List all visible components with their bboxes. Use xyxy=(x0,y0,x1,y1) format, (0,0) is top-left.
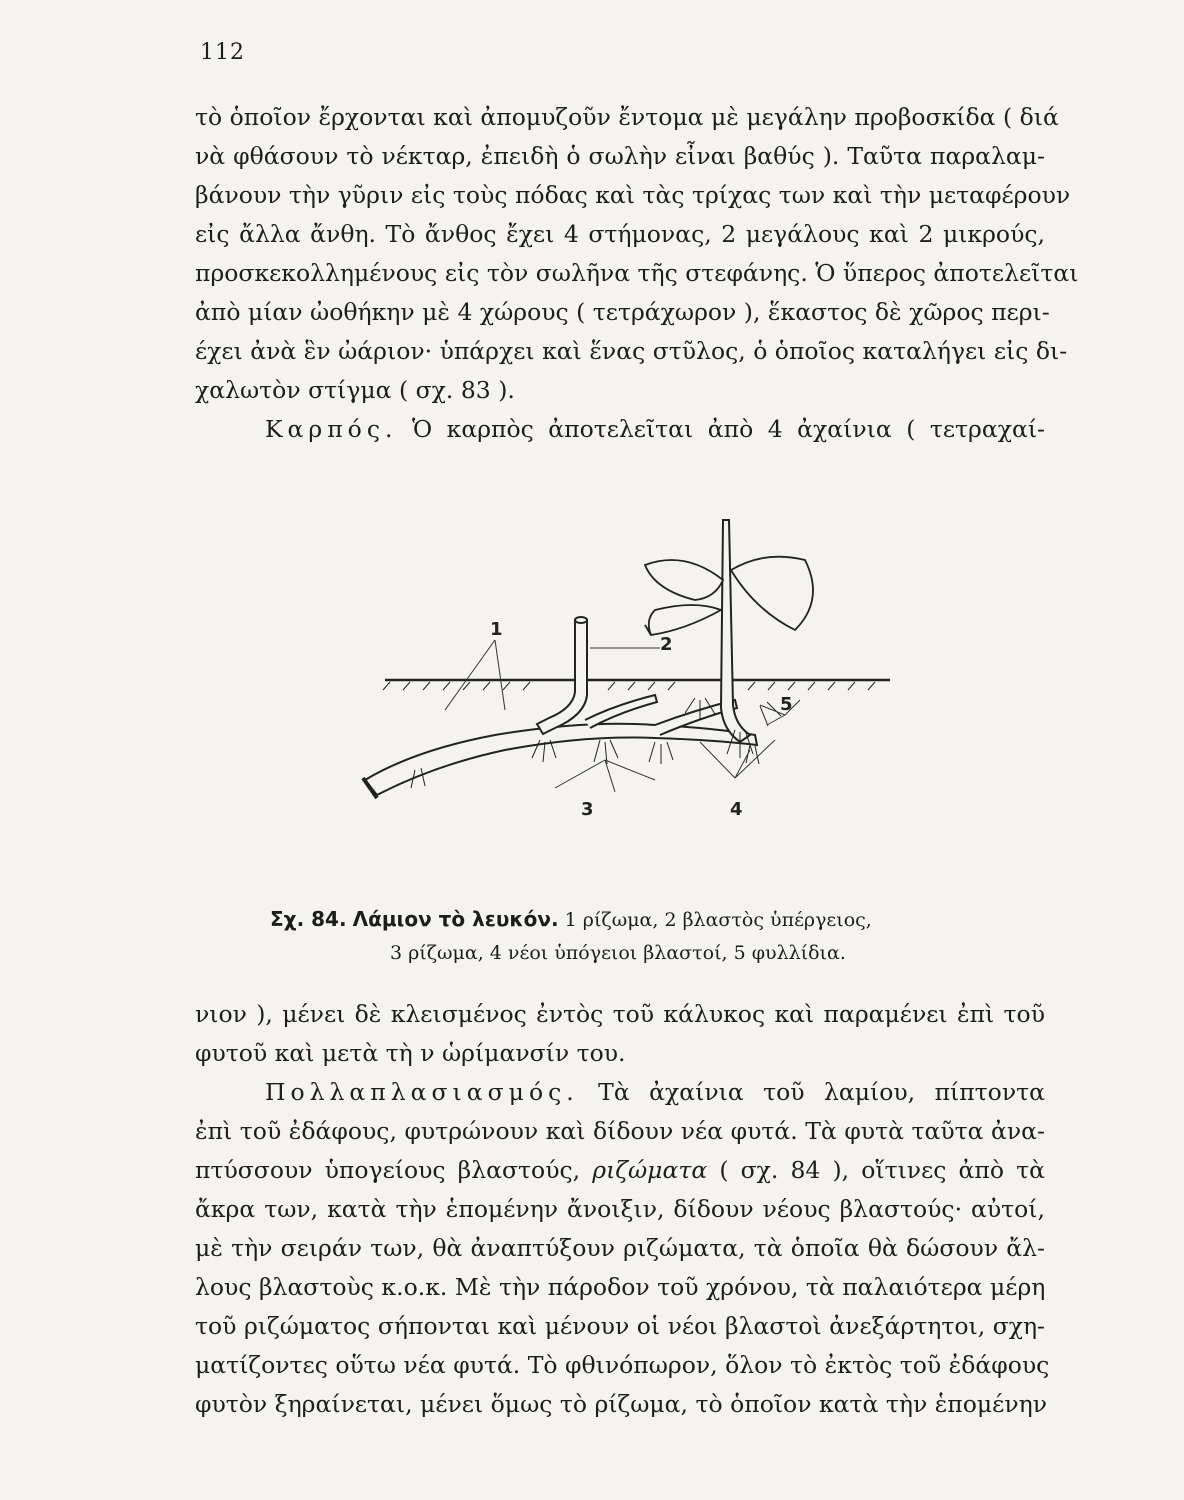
text-line: χαλωτὸν στίγμα ( σχ. 83 ). xyxy=(195,376,515,404)
soil-surface xyxy=(383,680,890,690)
karpos-text: Ὁ καρπὸς ἀποτελεῖται ἀπὸ 4 ἀχαίνια ( τετραχαί- xyxy=(397,415,1045,443)
text-line: τὸ ὁποῖον ἔρχονται καὶ ἀπομυζοῦν ἔντομα μὲ μεγάλην προβοσκίδα ( διά xyxy=(195,103,1059,131)
figure-label-2: 2 xyxy=(660,634,673,655)
karpos-heading: Καρπός. xyxy=(265,415,398,443)
text-line: νὰ φθάσουν τὸ νέκταρ, ἐπειδὴ ὁ σωλὴν εἶναι βαθύς ). Ταῦτα παραλαμ- xyxy=(195,142,1045,170)
text-fragment: ( σχ. 84 ), οἵτινες ἀπὸ τὰ xyxy=(707,1156,1045,1184)
caption-number: Σχ. 84. xyxy=(270,907,347,931)
text-line: ἐπὶ τοῦ ἐδάφους, φυτρώνουν καὶ δίδουν νέα φυτά. Τὰ φυτὰ ταῦτα ἀνα- xyxy=(195,1117,1045,1145)
caption-title: Λάμιον τὸ λευκόν. xyxy=(352,907,559,931)
text-line: προσκεκολλημένους εἰς τὸν σωλῆνα τῆς στεφάνης. Ὁ ὕπερος ἀποτελεῖται xyxy=(195,259,1079,287)
text-line: μὲ τὴν σειράν των, θὰ ἀναπτύξουν ριζώματα, τὰ ὁποῖα θὰ δώσουν ἄλ- xyxy=(195,1234,1045,1262)
figure-label-5: 5 xyxy=(780,694,793,715)
figure-label-3: 3 xyxy=(581,799,594,820)
rhizome-shoot xyxy=(537,617,587,734)
caption-line-2: 3 ρίζωμα, 4 νέοι ὑπόγειοι βλαστοί, 5 φυλλίδια. xyxy=(390,942,846,964)
caption-rest: 1 ρίζωμα, 2 βλαστὸς ὑπέργειος, xyxy=(558,909,872,931)
top-paragraph xyxy=(195,98,1079,449)
karpos-line xyxy=(195,410,1045,449)
text-line: φυτοῦ καὶ μετὰ τὴ ν ὡρίμανσίν του. xyxy=(195,1039,626,1067)
leader-lines xyxy=(445,640,800,792)
figure-label-4: 4 xyxy=(730,799,743,820)
bottom-paragraph xyxy=(195,995,1050,1424)
text-line: λους βλαστοὺς κ.ο.κ. Μὲ τὴν πάροδον τοῦ χρόνου, τὰ παλαιότερα μέρη xyxy=(195,1273,1046,1301)
figure-caption xyxy=(270,903,990,970)
rhizome xyxy=(363,695,757,798)
page-number: 112 xyxy=(200,40,245,65)
text-line: τοῦ ριζώματος σήπονται καὶ μένουν οἱ νέοι βλαστοὶ ἀνεξάρτητοι, σχη- xyxy=(195,1312,1045,1340)
text-line: βάνουν τὴν γῦριν εἰς τοὺς πόδας καὶ τὰς τρίχας των καὶ τὴν μεταφέρουν xyxy=(195,181,1071,209)
text-line: έχει ἀνὰ ἓν ὠάριον· ὑπάρχει καὶ ἕνας στῦλος, ὁ ὁποῖος καταλήγει εἰς δι- xyxy=(195,337,1068,365)
poll-line xyxy=(195,1073,1045,1112)
caption-line xyxy=(270,903,990,937)
text-line: ἄκρα των, κατὰ τὴν ἑπομένην ἄνοιξιν, δίδουν νέους βλαστούς· αὐτοί, xyxy=(195,1195,1045,1223)
text-line: εἰς ἄλλα ἄνθη. Τὸ ἄνθος ἔχει 4 στήμονας, 2 μεγάλους καὶ 2 μικρούς, xyxy=(195,220,1045,248)
poll-text: Τὰ ἀχαίνια τοῦ λαμίου, πίπτοντα xyxy=(578,1078,1045,1106)
text-line: νιον ), μένει δὲ κλεισμένος ἐντὸς τοῦ κάλυκος καὶ παραμένει ἐπὶ τοῦ xyxy=(195,1000,1045,1028)
text-fragment: πτύσσουν ὑπογείους βλαστούς, xyxy=(195,1156,593,1184)
lamium-figure xyxy=(355,510,915,840)
figure-label-1: 1 xyxy=(490,619,503,640)
text-line: ἀπὸ μίαν ὠοθήκην μὲ 4 χώρους ( τετράχωρον ), ἕκαστος δὲ χῶρος περι- xyxy=(195,298,1050,326)
text-line-italic xyxy=(195,1151,1045,1190)
text-line: ματίζοντες οὕτω νέα φυτά. Τὸ φθινόπωρον, ὅλον τὸ ἐκτὸς τοῦ ἐδάφους xyxy=(195,1351,1050,1379)
italic-term: ριζώματα xyxy=(592,1156,708,1184)
text-line: φυτὸν ξηραίνεται, μένει ὅμως τὸ ρίζωμα, τὸ ὁποῖον κατὰ τὴν ἑπομένην xyxy=(195,1390,1048,1418)
poll-heading: Πολλαπλασιασμός. xyxy=(265,1078,579,1106)
